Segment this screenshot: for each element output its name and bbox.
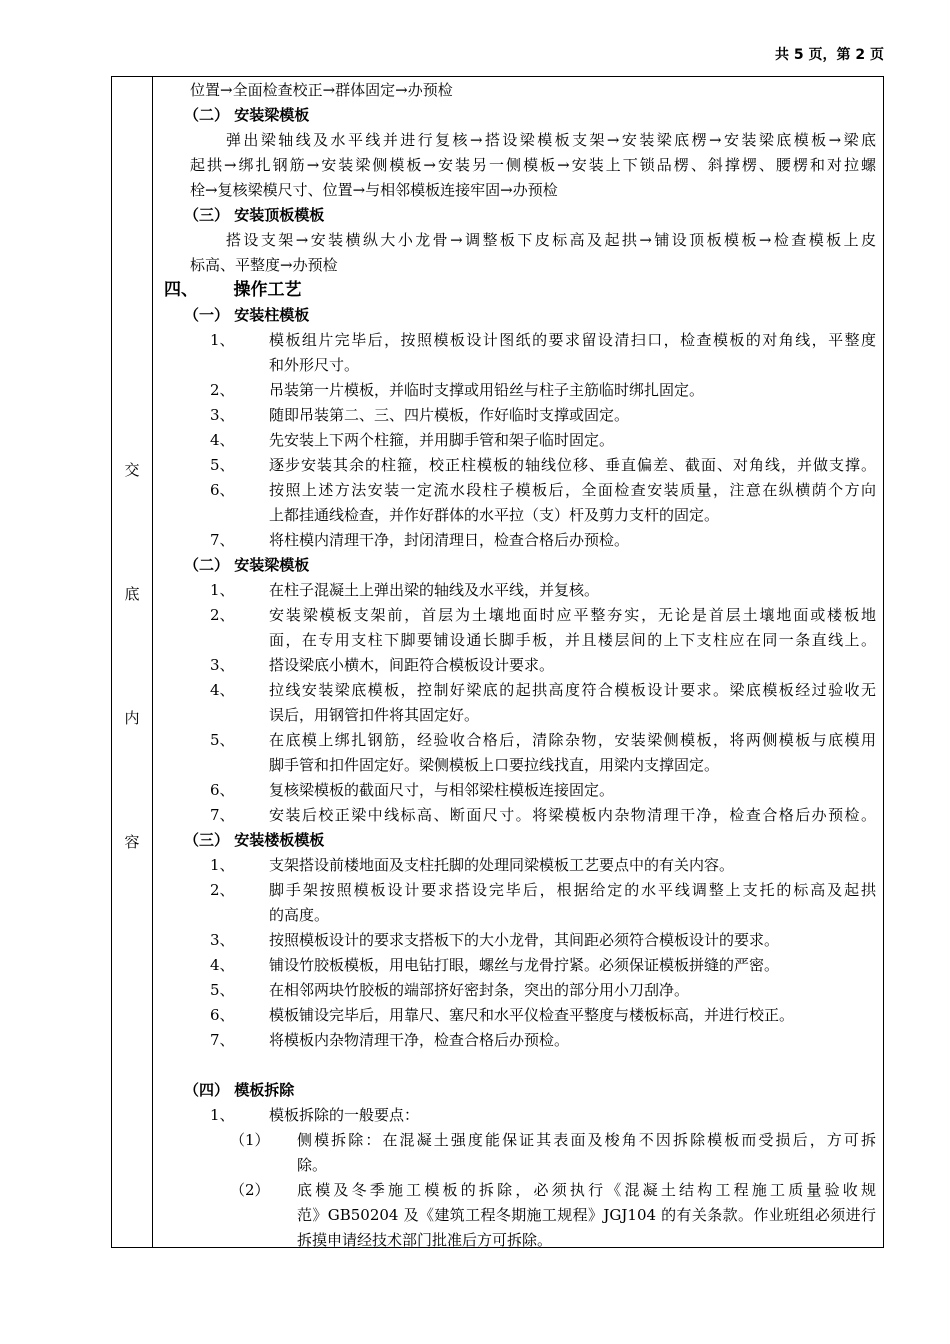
page-number: 共 5 页，第 2 页 bbox=[775, 47, 884, 63]
item-text: 脚手管和扣件固定好。梁侧模板上口要拉线找直，用梁内支撑固定。 bbox=[269, 756, 720, 774]
item-text: 除。 bbox=[297, 1156, 328, 1174]
side-label-char: 底 bbox=[124, 585, 140, 603]
item-text: 上都挂通线检查，并作好群体的水平拉（支）杆及剪力支杆的固定。 bbox=[269, 506, 720, 524]
item-text: 的高度。 bbox=[269, 906, 330, 924]
item-text: 按照模板设计的要求支搭板下的大小龙骨，其间距必须符合模板设计的要求。 bbox=[269, 931, 780, 949]
item-number: 1、 bbox=[210, 856, 235, 874]
side-label-column bbox=[112, 77, 153, 1247]
item-text: 搭设梁底小横木，间距符合模板设计要求。 bbox=[269, 656, 555, 674]
item-number: 3、 bbox=[210, 406, 235, 424]
item-text: 模板铺设完毕后，用靠尺、塞尺和水平仪检查平整度与楼板标高，并进行校正。 bbox=[269, 1006, 795, 1024]
flow-text: 标高、平整度→办预检 bbox=[190, 256, 338, 274]
item-number: 2、 bbox=[210, 881, 235, 899]
item-text: 支架搭设前楼地面及支柱托脚的处理同梁模板工艺要点中的有关内容。 bbox=[269, 856, 735, 874]
side-label-char: 容 bbox=[124, 833, 140, 851]
item-number: 4、 bbox=[210, 431, 235, 449]
item-text: 将柱模内清理干净，封闭清理日，检查合格后办预检。 bbox=[269, 531, 630, 549]
item-text: 在柱子混凝土上弹出梁的轴线及水平线，并复核。 bbox=[269, 581, 600, 599]
item-text: 面，在专用支柱下脚要铺设通长脚手板，并且楼层间的上下支柱应在同一条直线上。 bbox=[269, 631, 876, 649]
item-number: 5、 bbox=[210, 456, 235, 474]
item-text: 按照上述方法安装一定流水段柱子模板后，全面检查安装质量，注意在纵横荫个方向 bbox=[269, 481, 876, 499]
item-number: 6、 bbox=[210, 1006, 235, 1024]
item-number: 4、 bbox=[210, 681, 235, 699]
flow-text: 位置→全面检查校正→群体固定→办预检 bbox=[190, 81, 453, 99]
item-number: 2、 bbox=[210, 606, 235, 624]
item-text: 在相邻两块竹胶板的端部挤好密封条，突出的部分用小刀刮净。 bbox=[269, 981, 690, 999]
subsection-heading: （二） 安装梁模板 bbox=[184, 556, 310, 574]
item-number: 7、 bbox=[210, 806, 235, 824]
item-text: 先安装上下两个柱箍，并用脚手管和架子临时固定。 bbox=[269, 431, 615, 449]
item-text: 模板拆除的一般要点： bbox=[269, 1106, 420, 1124]
subsection-heading: （三） 安装顶板模板 bbox=[184, 206, 325, 224]
flow-text: 搭设支架→安装横纵大小龙骨→调整板下皮标高及起拱→铺设顶板模板→检查模板上皮 bbox=[226, 231, 876, 249]
item-number: 7、 bbox=[210, 1031, 235, 1049]
item-text: 拉线安装梁底模板，控制好梁底的起拱高度符合模板设计要求。梁底模板经过验收无 bbox=[269, 681, 876, 699]
item-text: 安装后校正梁中线标高、断面尺寸。将梁模板内杂物清理干净，检查合格后办预检。 bbox=[269, 806, 876, 824]
flow-text: 弹出梁轴线及水平线并进行复核→搭设梁模板支架→安装梁底楞→安装梁底模板→梁底 bbox=[226, 131, 876, 149]
item-text: 在底模上绑扎钢筋，经验收合格后，清除杂物，安装梁侧模板，将两侧模板与底模用 bbox=[269, 731, 876, 749]
item-text: 复核梁模板的截面尺寸，与相邻梁柱模板连接固定。 bbox=[269, 781, 615, 799]
item-text: 随即吊装第二、三、四片模板，作好临时支撑或固定。 bbox=[269, 406, 630, 424]
item-number: 3、 bbox=[210, 931, 235, 949]
item-number: 4、 bbox=[210, 956, 235, 974]
item-text: 脚手架按照模板设计要求搭设完毕后，根据给定的水平线调整上支托的标高及起拱 bbox=[269, 881, 876, 899]
item-text: 和外形尺寸。 bbox=[269, 356, 360, 374]
item-number: 6、 bbox=[210, 781, 235, 799]
item-number: 1、 bbox=[210, 331, 235, 349]
subsection-heading: （一） 安装柱模板 bbox=[184, 306, 310, 324]
subsection-heading: （三） 安装楼板模板 bbox=[184, 831, 325, 849]
item-text: 吊装第一片模板，并临时支撑或用铅丝与柱子主筋临时绑扎固定。 bbox=[269, 381, 705, 399]
item-text: 逐步安装其余的柱箍，校正柱模板的轴线位移、垂直偏差、截面、对角线，并做支撑。 bbox=[269, 456, 876, 474]
content-body bbox=[153, 77, 883, 1247]
item-text: 安装梁模板支架前，首层为土壤地面时应平整夯实，无论是首层土壤地面或楼板地 bbox=[269, 606, 876, 624]
sub-item-number: （2） bbox=[230, 1181, 270, 1199]
item-number: 5、 bbox=[210, 731, 235, 749]
content-table bbox=[111, 76, 884, 1248]
item-text: 范》GB50204 及《建筑工程冬期施工规程》JGJ104 的有关条款。作业班组必须进行 bbox=[297, 1206, 876, 1224]
item-text: 将模板内杂物清理干净，检查合格后办预检。 bbox=[269, 1031, 570, 1049]
flow-text: 栓→复核梁模尺寸、位置→与相邻模板连接牢固→办预检 bbox=[190, 181, 558, 199]
side-label-char: 交 bbox=[124, 461, 140, 479]
item-number: 5、 bbox=[210, 981, 235, 999]
item-number: 6、 bbox=[210, 481, 235, 499]
sub-item-number: （1） bbox=[230, 1131, 270, 1149]
subsection-heading: （四） 模板拆除 bbox=[184, 1081, 295, 1099]
item-text: 模板组片完毕后，按照模板设计图纸的要求留设清扫口，检查模板的对角线，平整度 bbox=[269, 331, 876, 349]
item-number: 3、 bbox=[210, 656, 235, 674]
item-text: 铺设竹胶板模板，用电钻打眼，螺丝与龙骨拧紧。必须保证模板拼缝的严密。 bbox=[269, 956, 780, 974]
item-text: 误后，用钢管扣件将其固定好。 bbox=[269, 706, 480, 724]
flow-text: 起拱→绑扎钢筋→安装梁侧模板→安装另一侧模板→安装上下锁品楞、斜撑楞、腰楞和对拉螺 bbox=[190, 156, 876, 174]
item-number: 2、 bbox=[210, 381, 235, 399]
item-number: 7、 bbox=[210, 531, 235, 549]
item-text: 拆摸申请经技术部门批准后方可拆除。 bbox=[297, 1231, 553, 1249]
item-number: 1、 bbox=[210, 1106, 235, 1124]
item-text: 侧模拆除：在混凝土强度能保证其表面及梭角不因拆除模板而受损后，方可拆 bbox=[297, 1131, 876, 1149]
item-number: 1、 bbox=[210, 581, 235, 599]
section-title: 四、 操作工艺 bbox=[164, 280, 302, 300]
subsection-heading: （二） 安装梁模板 bbox=[184, 106, 310, 124]
side-label-char: 内 bbox=[124, 709, 140, 727]
item-text: 底模及冬季施工模板的拆除，必须执行《混凝土结构工程施工质量验收规 bbox=[297, 1181, 876, 1199]
